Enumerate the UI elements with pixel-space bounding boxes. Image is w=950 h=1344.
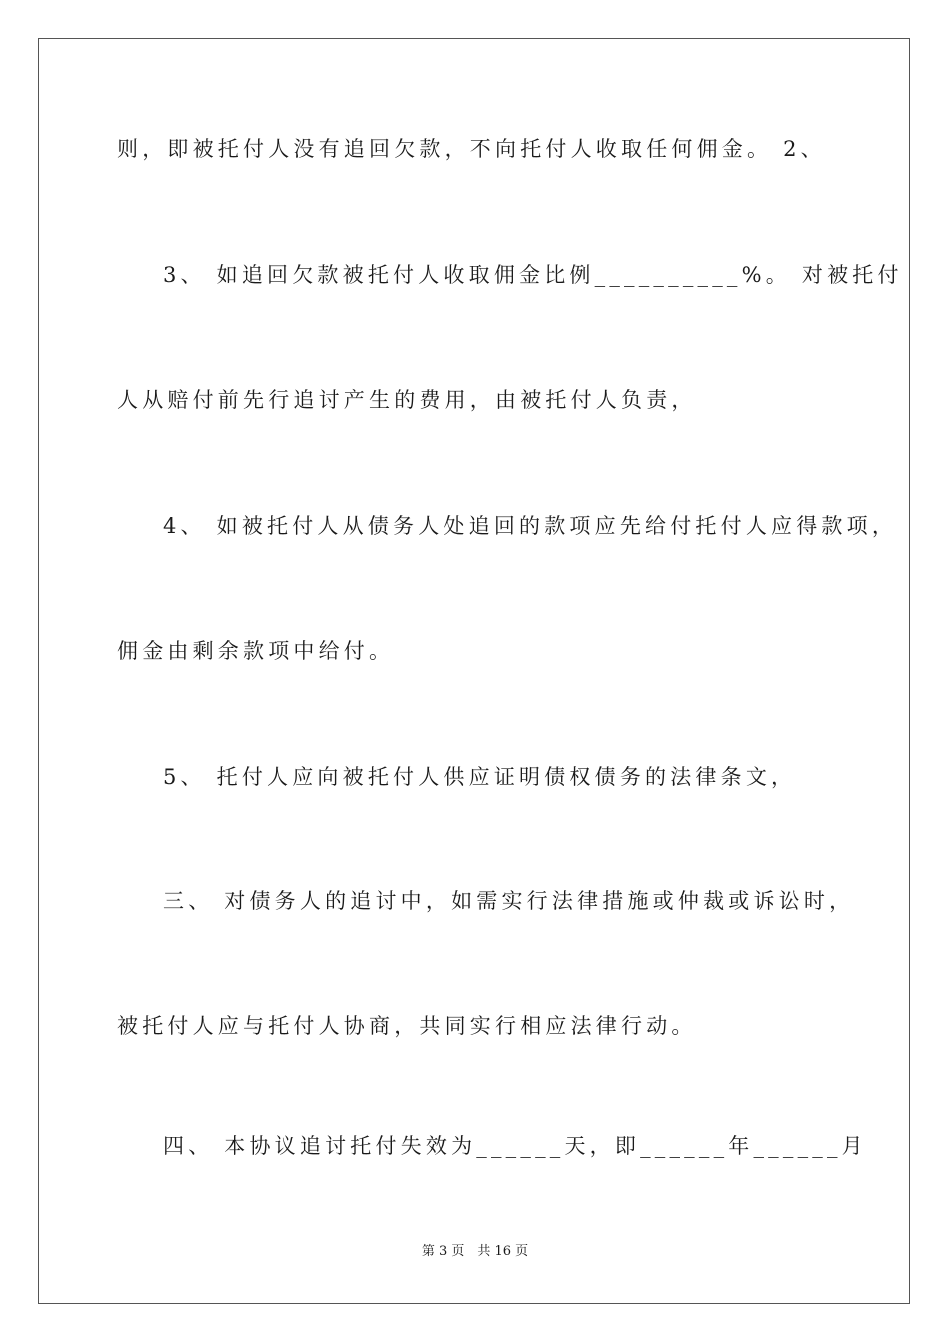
paragraph-line-1: 则，即被托付人没有追回欠款，不向托付人收取任何佣金。 2、 [117, 137, 826, 161]
paragraph-line-3: 人从赔付前先行追讨产生的费用，由被托付人负责， [117, 388, 697, 412]
paragraph-line-7: 三、 对债务人的追讨中，如需实行法律措施或仲裁或诉讼时， [163, 889, 855, 913]
paragraph-line-4: 4、 如被托付人从债务人处追回的款项应先给付托付人应得款项， [163, 514, 898, 538]
paragraph-line-8: 被托付人应与托付人协商，共同实行相应法律行动。 [117, 1014, 697, 1038]
paragraph-line-5: 佣金由剩余款项中给付。 [117, 639, 395, 663]
page-number-footer: 第 3 页 共 16 页 [421, 1244, 529, 1259]
paragraph-line-9: 四、 本协议追讨托付失效为______天，即______年______月 [163, 1134, 867, 1158]
page-border [38, 38, 910, 1304]
paragraph-line-2: 3、 如追回欠款被托付人收取佣金比例__________%。 对被托付 [163, 263, 903, 287]
paragraph-line-6: 5、 托付人应向被托付人供应证明债权债务的法律条文， [163, 765, 797, 789]
